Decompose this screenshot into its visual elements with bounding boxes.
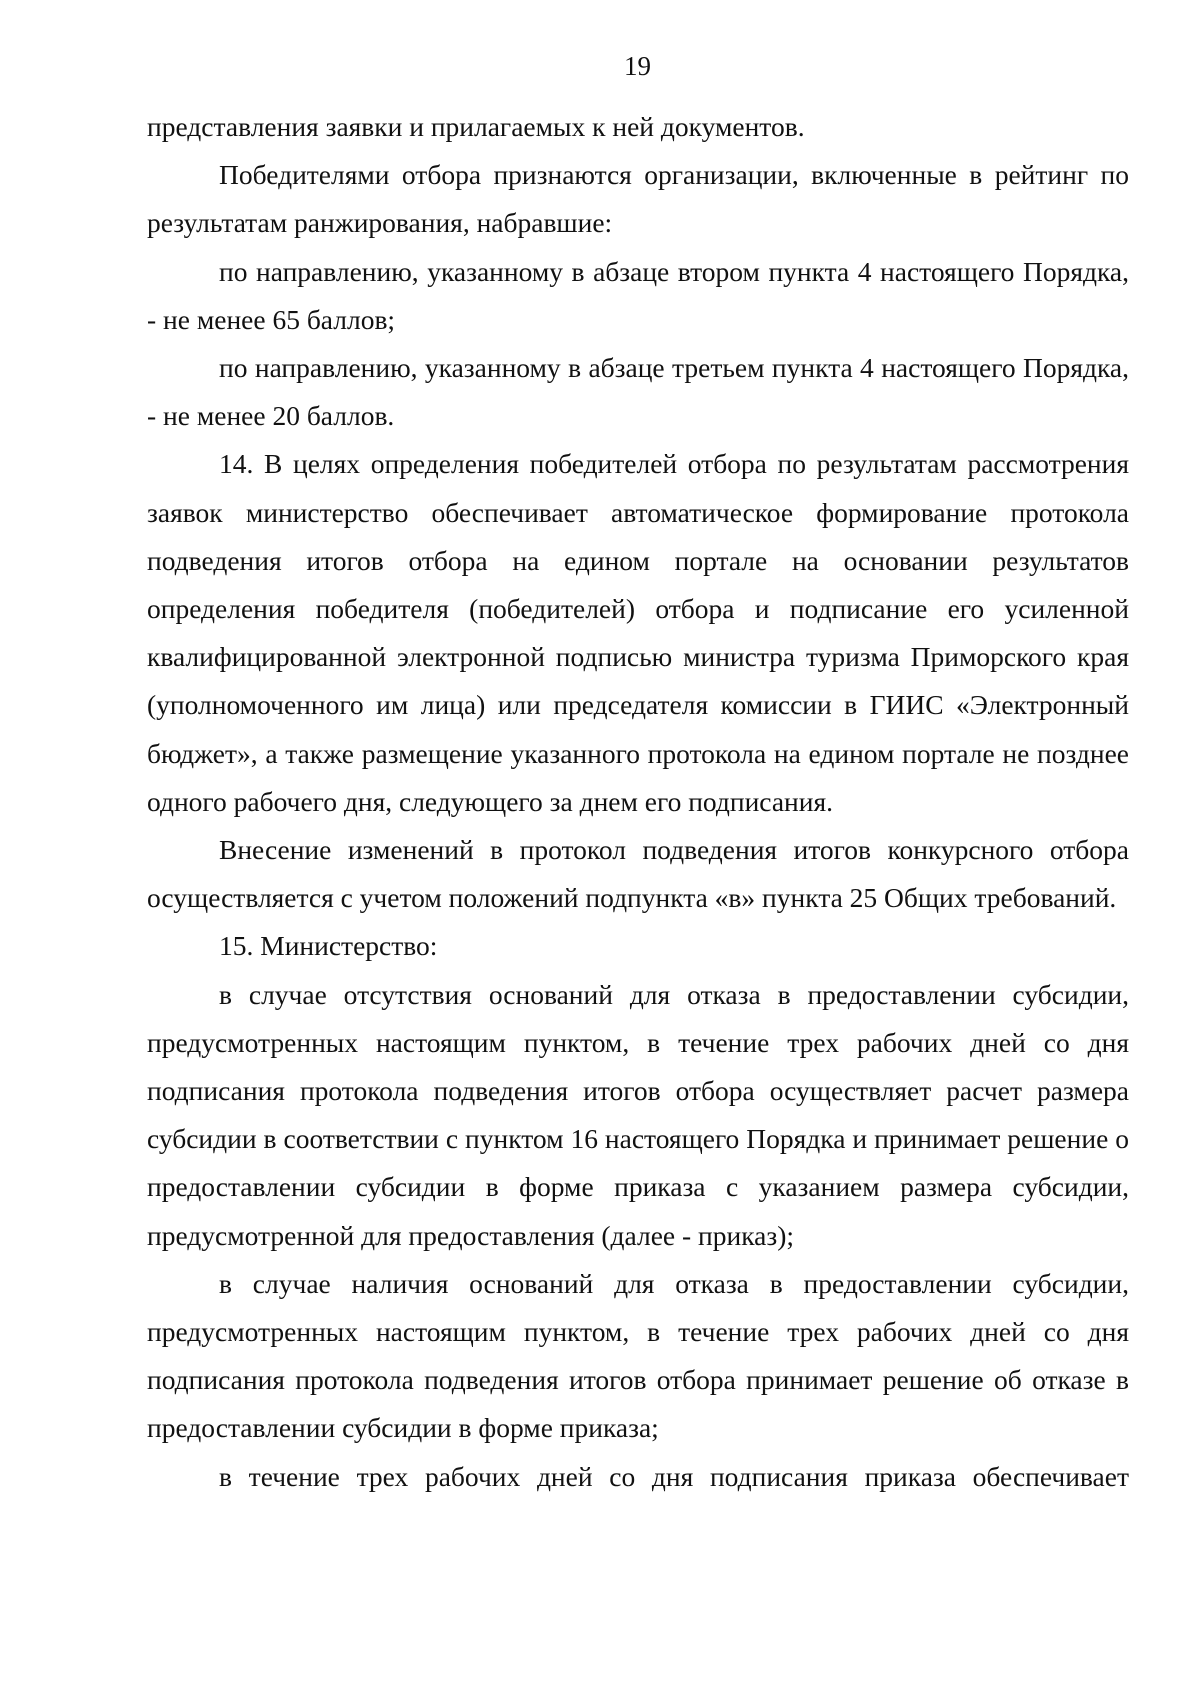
paragraph-continuation: представления заявки и прилагаемых к ней документов. [147,111,805,142]
document-body [147,103,1129,1501]
paragraph-direction-third: по направлению, указанному в абзаце третьем пункта 4 настоящего Порядка, - не менее 20 баллов. [147,352,1129,432]
paragraph-no-refusal-grounds: в случае отсутствия оснований для отказа в предоставлении субсидии, предусмотренных настоящим пунктом, в течение трех рабочих дней со дня подписания протокола подведения итогов отбора осуществляет расчет размера субсидии в соответствии с пунктом 16 настоящего Порядка и принимает решение о предоставлении субсидии в форме приказа с указанием размера субсидии, предусмотренной для предоставления (далее - приказ); [147,978,1129,1251]
paragraph-refusal-grounds: в случае наличия оснований для отказа в предоставлении субсидии, предусмотренных настоящим пунктом, в течение трех рабочих дней со дня подписания протокола подведения итогов отбора принимает решение об отказе в предоставлении субсидии в форме приказа; [147,1267,1129,1444]
paragraph-protocol-changes: Внесение изменений в протокол подведения итогов конкурсного отбора осуществляется с учетом положений подпункта «в» пункта 25 Общих требований. [147,834,1129,914]
paragraph-direction-second: по направлению, указанному в абзаце втором пункта 4 настоящего Порядка, - не менее 65 баллов; [147,255,1129,335]
paragraph-item-15-heading: 15. Министерство: [219,930,438,962]
paragraph-order-signing: в течение трех рабочих дней со дня подписания приказа обеспечивает [219,1460,1129,1492]
paragraph-item-14: 14. В целях определения победителей отбора по результатам рассмотрения заявок министерство обеспечивает автоматическое формирование протокола подведения итогов отбора на едином портале на основании результатов определения победителя (победителей) отбора и подписание его усиленной квалифицированной электронной подписью министра туризма Приморского края (уполномоченного им лица) или председателя комиссии в ГИИС «Электронный бюджет», а также размещение указанного протокола на едином портале не позднее одного рабочего дня, следующего за днем его подписания. [147,448,1129,817]
page-number: 19 [624,51,651,81]
paragraph-winners-definition: Победителями отбора признаются организации, включенные в рейтинг по результатам ранжирования, набравшие: [147,159,1129,239]
